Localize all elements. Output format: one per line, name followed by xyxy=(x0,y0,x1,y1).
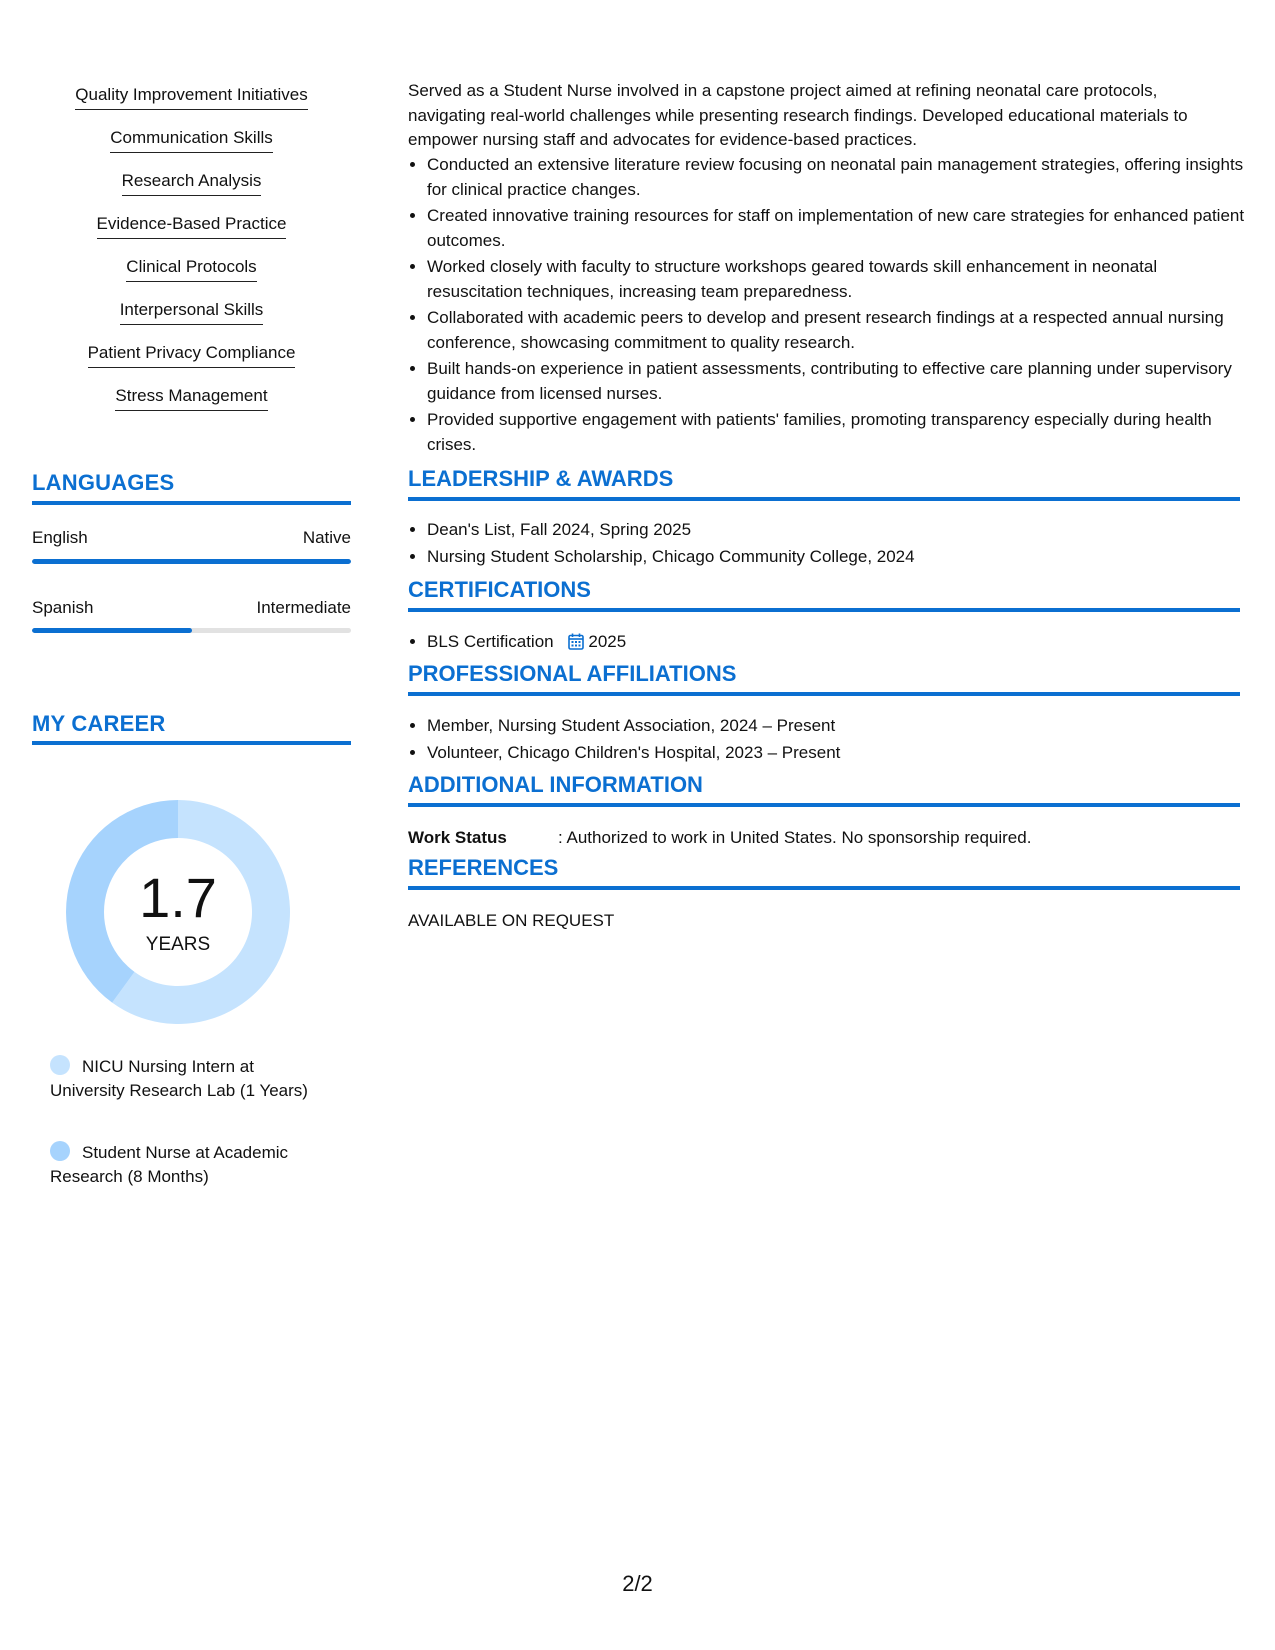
career-unit: YEARS xyxy=(145,934,211,955)
language-row-english xyxy=(32,527,351,549)
certifications-list xyxy=(408,630,1257,660)
page-number: 2/2 xyxy=(622,1571,653,1596)
career-rule xyxy=(32,741,351,745)
legend-dot-icon xyxy=(50,1141,70,1161)
certifications-title: CERTIFICATIONS xyxy=(408,577,591,602)
additional-rule xyxy=(408,803,1240,807)
skill-item: Communication Skills xyxy=(32,127,351,153)
career-title: MY CAREER xyxy=(32,711,166,736)
certification-item xyxy=(427,630,1257,658)
languages-title: LANGUAGES xyxy=(32,470,175,495)
donut-center xyxy=(66,800,290,1024)
work-status-value: : Authorized to work in United States. No sponsorship required. xyxy=(558,828,1032,847)
leadership-title: LEADERSHIP & AWARDS xyxy=(408,466,674,491)
affiliation-item: • Volunteer, Chicago Children's Hospital, 2023 – Present xyxy=(427,741,1257,766)
skill-item: Patient Privacy Compliance xyxy=(32,342,351,368)
award-item: • Nursing Student Scholarship, Chicago Community College, 2024 xyxy=(427,545,1257,570)
references-title: REFERENCES xyxy=(408,855,559,880)
language-name: Spanish xyxy=(32,598,94,617)
language-bar-english xyxy=(32,559,351,564)
award-item: • Dean's List, Fall 2024, Spring 2025 xyxy=(427,518,1257,543)
additional-title: ADDITIONAL INFORMATION xyxy=(408,772,703,797)
affiliations-list xyxy=(408,714,1257,767)
affiliations-rule xyxy=(408,692,1240,696)
experience-bullet: • Worked closely with faculty to structure workshops geared towards skill enhancement in neonatal resuscitation techniques, increasing team preparedness. xyxy=(427,255,1257,304)
legend-label: NICU Nursing Intern at University Research Lab (1 Years) xyxy=(50,1057,308,1100)
legend-dot-icon xyxy=(50,1055,70,1075)
career-total: 1.7 xyxy=(139,866,217,929)
affiliations-title: PROFESSIONAL AFFILIATIONS xyxy=(408,661,737,686)
language-bar-fill xyxy=(32,559,351,564)
experience-bullet: • Conducted an extensive literature review focusing on neonatal pain management strategies, offering insights for clinical practice changes. xyxy=(427,153,1257,202)
skill-item: Interpersonal Skills xyxy=(32,299,351,325)
skill-item: Evidence-Based Practice xyxy=(32,213,351,239)
experience-bullet: • Collaborated with academic peers to develop and present research findings at a respected annual nursing conference, showcasing commitment to quality research. xyxy=(427,306,1257,355)
language-bar-fill xyxy=(32,628,192,633)
language-row-spanish xyxy=(32,597,351,619)
certification-year: 2025 xyxy=(588,632,627,651)
leadership-rule xyxy=(408,497,1240,501)
skill-item: Research Analysis xyxy=(32,170,351,196)
skill-item: Clinical Protocols xyxy=(32,256,351,282)
career-donut-chart xyxy=(66,800,290,1024)
skill-item: Quality Improvement Initiatives xyxy=(32,84,351,110)
experience-bullet: • Created innovative training resources for staff on implementation of new care strategies for enhanced patient outcomes. xyxy=(427,204,1257,253)
legend-label: Student Nurse at Academic Research (8 Months) xyxy=(50,1143,289,1186)
language-level: Native xyxy=(302,528,351,547)
work-status-key: Work Status xyxy=(408,828,507,847)
experience-bullet: • Provided supportive engagement with patients' families, promoting transparency especially during health crises. xyxy=(427,408,1257,457)
certification-name: BLS Certification xyxy=(427,632,554,651)
references-rule xyxy=(408,886,1240,890)
affiliation-item: • Member, Nursing Student Association, 2024 – Present xyxy=(427,714,1257,739)
work-status-row xyxy=(408,826,1031,850)
certifications-rule xyxy=(408,608,1240,612)
languages-rule xyxy=(32,501,351,505)
experience-bullet: • Built hands-on experience in patient assessments, contributing to effective care planning under supervisory guidance from licensed nurses. xyxy=(427,357,1257,406)
language-bar-spanish xyxy=(32,628,351,633)
career-legend-item xyxy=(50,1055,330,1103)
experience-summary: Served as a Student Nurse involved in a capstone project aimed at refining neonatal care protocols, navigating real-world challenges while presenting research findings. Developed educational materials to empower nursing staff and advocates for evidence-based practices. xyxy=(408,81,1188,149)
language-name: English xyxy=(32,528,88,547)
career-legend-item xyxy=(50,1141,330,1189)
skill-item: Stress Management xyxy=(32,385,351,411)
experience-bullets xyxy=(408,153,1257,459)
calendar-icon xyxy=(568,633,584,658)
leadership-list xyxy=(408,518,1257,571)
language-level: Intermediate xyxy=(256,598,351,617)
references-text: AVAILABLE ON REQUEST xyxy=(408,911,615,930)
